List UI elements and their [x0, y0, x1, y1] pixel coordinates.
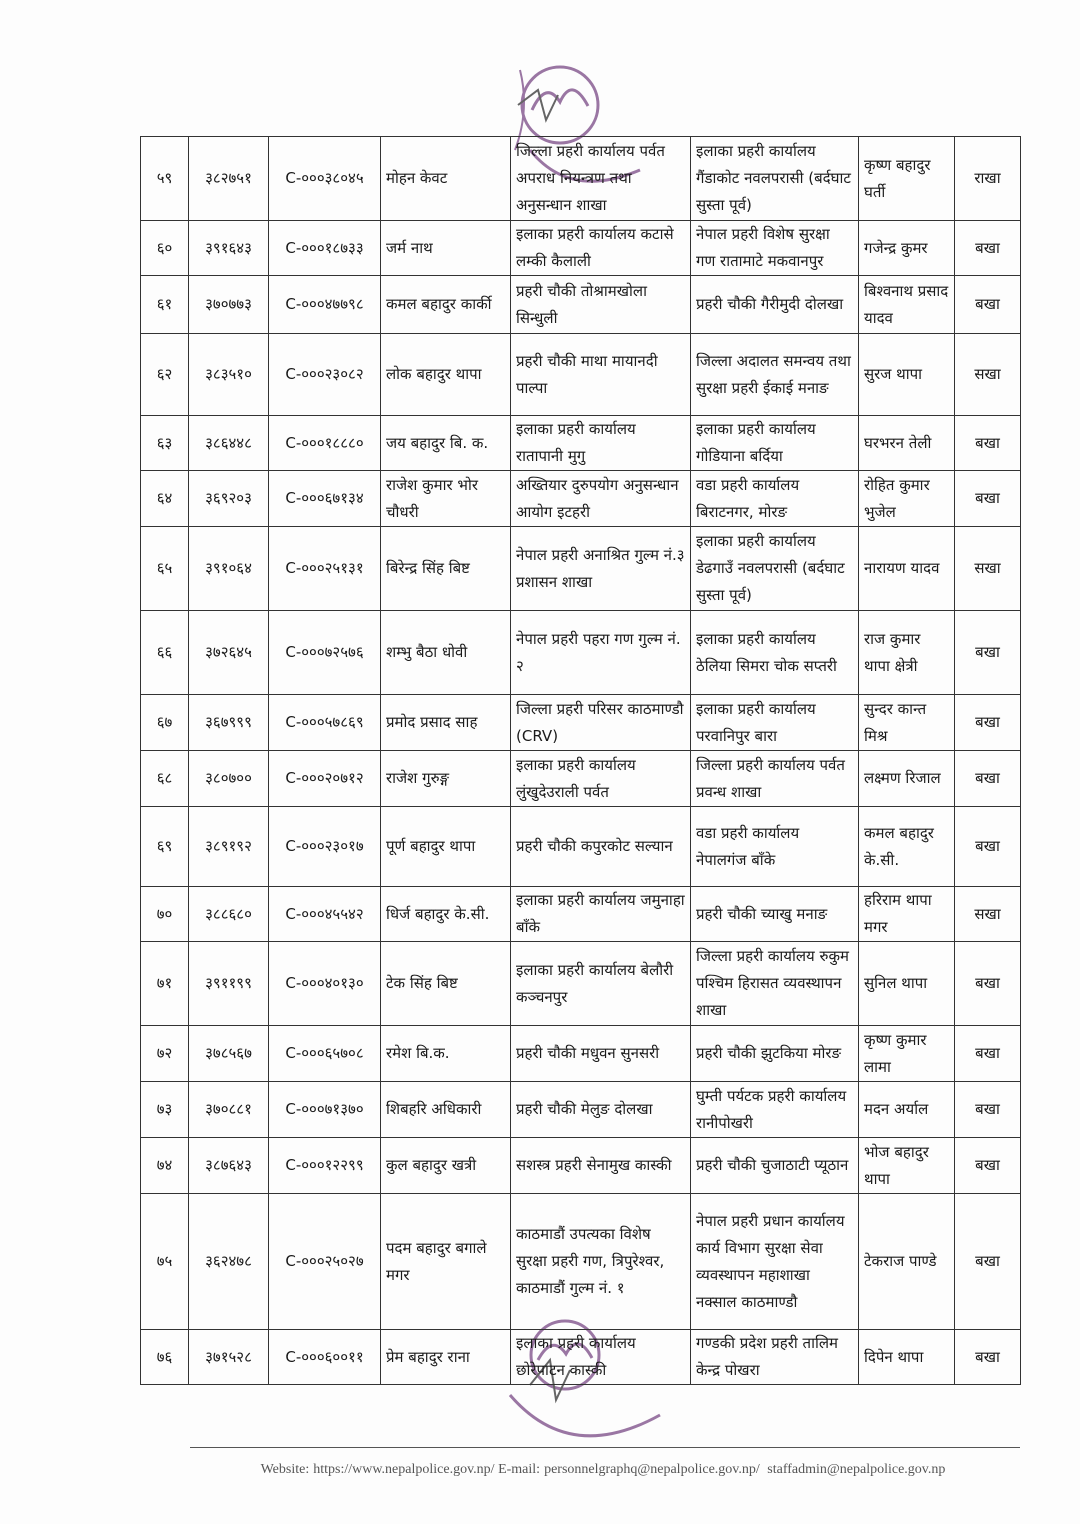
recommender-cell: दिपेन थापा [859, 1330, 955, 1385]
transfer-office-cell: इलाका प्रहरी कार्यालय गोडियाना बर्दिया [691, 416, 859, 471]
transfer-office-cell: इलाका प्रहरी कार्यालय डेढगाउँ नवलपरासी (बर्दघाट सुस्ता पूर्व) [691, 527, 859, 611]
serial-number-cell: ६३ [141, 416, 189, 471]
name-cell: रमेश बि.क. [381, 1026, 511, 1082]
transfer-office-cell: जिल्ला प्रहरी कार्यालय रुकुम पश्चिम हिरासत व्यवस्थापन शाखा [691, 942, 859, 1026]
website-label: Website: [260, 1462, 310, 1477]
transfer-office-cell: इलाका प्रहरी कार्यालय गैंडाकोट नवलपरासी (बर्दघाट सुस्ता पूर्व) [691, 137, 859, 221]
current-office-cell: सशस्त्र प्रहरी सेनामुख कास्की [511, 1138, 691, 1194]
current-office-cell: प्रहरी चौकी मधुवन सुनसरी [511, 1026, 691, 1082]
table-row [141, 1082, 1021, 1138]
transfer-office-cell: गण्डकी प्रदेश प्रहरी तालिम केन्द्र पोखरा [691, 1330, 859, 1385]
police-number-cell: ३६७९९९ [189, 695, 269, 751]
recommender-cell: कृष्ण बहादुर घर्ती [859, 137, 955, 221]
rank-cell: बखा [955, 416, 1021, 471]
code-number-cell: C-०००६५७०८ [269, 1026, 381, 1082]
name-cell: धिर्ज बहादुर के.सी. [381, 887, 511, 942]
table-row [141, 695, 1021, 751]
rank-cell: बखा [955, 276, 1021, 334]
personnel-table [140, 136, 1021, 1385]
police-number-cell: ३८३५१० [189, 334, 269, 416]
name-cell: टेक सिंह बिष्ट [381, 942, 511, 1026]
current-office-cell: नेपाल प्रहरी पहरा गण गुल्म नं. २ [511, 611, 691, 695]
police-number-cell: ३९११९९ [189, 942, 269, 1026]
serial-number-cell: ७२ [141, 1026, 189, 1082]
current-office-cell: प्रहरी चौकी माथा मायानदी पाल्पा [511, 334, 691, 416]
recommender-cell: हरिराम थापा मगर [859, 887, 955, 942]
current-office-cell: जिल्ला प्रहरी परिसर काठमाण्डौ (CRV) [511, 695, 691, 751]
email-address-2[interactable]: staffadmin@nepalpolice.gov.np [767, 1462, 946, 1477]
footer-divider [190, 1447, 1020, 1448]
serial-number-cell: ६७ [141, 695, 189, 751]
transfer-office-cell: इलाका प्रहरी कार्यालय परवानिपुर बारा [691, 695, 859, 751]
table-row [141, 276, 1021, 334]
current-office-cell: प्रहरी चौकी मेलुङ दोलखा [511, 1082, 691, 1138]
police-number-cell: ३६९२०३ [189, 471, 269, 527]
name-cell: शम्भु बैठा धोवी [381, 611, 511, 695]
table-row [141, 942, 1021, 1026]
rank-cell: सखा [955, 334, 1021, 416]
serial-number-cell: ६६ [141, 611, 189, 695]
table-row [141, 1026, 1021, 1082]
transfer-office-cell: नेपाल प्रहरी प्रधान कार्यालय कार्य विभाग सुरक्षा सेवा व्यवस्थापन महाशाखा नक्साल काठमाण्डौ [691, 1194, 859, 1330]
code-number-cell: C-०००५७८६९ [269, 695, 381, 751]
name-cell: प्रमोद प्रसाद साह [381, 695, 511, 751]
table-row [141, 527, 1021, 611]
table-row [141, 611, 1021, 695]
serial-number-cell: ७३ [141, 1082, 189, 1138]
rank-cell: बखा [955, 807, 1021, 887]
code-number-cell: C-०००६००११ [269, 1330, 381, 1385]
police-number-cell: ३८८६८० [189, 887, 269, 942]
recommender-cell: टेकराज पाण्डे [859, 1194, 955, 1330]
rank-cell: बखा [955, 942, 1021, 1026]
recommender-cell: मदन अर्याल [859, 1082, 955, 1138]
police-number-cell: ३७२६४५ [189, 611, 269, 695]
email-address-1[interactable]: personnelgraphq@nepalpolice.gov.np/ [544, 1462, 760, 1477]
rank-cell: बखा [955, 1082, 1021, 1138]
current-office-cell: जिल्ला प्रहरी कार्यालय पर्वत अपराध नियन्त्रण तथा अनुसन्धान शाखा [511, 137, 691, 221]
current-office-cell: अख्तियार दुरुपयोग अनुसन्धान आयोग इटहरी [511, 471, 691, 527]
code-number-cell: C-०००७२५७६ [269, 611, 381, 695]
code-number-cell: C-०००४०१३० [269, 942, 381, 1026]
serial-number-cell: ६९ [141, 807, 189, 887]
name-cell: जर्म नाथ [381, 221, 511, 276]
serial-number-cell: ७० [141, 887, 189, 942]
current-office-cell: इलाका प्रहरी कार्यालय रातापानी मुगु [511, 416, 691, 471]
code-number-cell: C-०००४५५४२ [269, 887, 381, 942]
rank-cell: बखा [955, 695, 1021, 751]
table-row [141, 887, 1021, 942]
serial-number-cell: ७५ [141, 1194, 189, 1330]
recommender-cell: गजेन्द्र कुमर [859, 221, 955, 276]
transfer-office-cell: इलाका प्रहरी कार्यालय ठेलिया सिमरा चोक सप्तरी [691, 611, 859, 695]
code-number-cell: C-०००६७१३४ [269, 471, 381, 527]
table-row [141, 807, 1021, 887]
serial-number-cell: ७६ [141, 1330, 189, 1385]
police-number-cell: ३७८५६७ [189, 1026, 269, 1082]
current-office-cell: नेपाल प्रहरी अनाश्रित गुल्म नं.३ प्रशासन शाखा [511, 527, 691, 611]
transfer-office-cell: नेपाल प्रहरी विशेष सुरक्षा गण रातामाटे मकवानपुर [691, 221, 859, 276]
name-cell: राजेश गुरुङ्ग [381, 751, 511, 807]
recommender-cell: सुन्दर कान्त मिश्र [859, 695, 955, 751]
name-cell: लोक बहादुर थापा [381, 334, 511, 416]
rank-cell: बखा [955, 221, 1021, 276]
name-cell: कमल बहादुर कार्की [381, 276, 511, 334]
name-cell: शिबहरि अधिकारी [381, 1082, 511, 1138]
police-number-cell: ३८२७५१ [189, 137, 269, 221]
recommender-cell: बिश्वनाथ प्रसाद यादव [859, 276, 955, 334]
name-cell: पदम बहादुर बगाले मगर [381, 1194, 511, 1330]
code-number-cell: C-०००१८७३३ [269, 221, 381, 276]
transfer-office-cell: जिल्ला अदालत समन्वय तथा सुरक्षा प्रहरी ईकाई मनाङ [691, 334, 859, 416]
transfer-office-cell: जिल्ला प्रहरी कार्यालय पर्वत प्रवन्ध शाखा [691, 751, 859, 807]
rank-cell: सखा [955, 527, 1021, 611]
recommender-cell: सुरज थापा [859, 334, 955, 416]
code-number-cell: C-०००३८०४५ [269, 137, 381, 221]
current-office-cell: इलाका प्रहरी कार्यालय कटासे लम्की कैलाली [511, 221, 691, 276]
recommender-cell: सुनिल थापा [859, 942, 955, 1026]
table-row [141, 221, 1021, 276]
current-office-cell: प्रहरी चौकी तोश्रामखोला सिन्धुली [511, 276, 691, 334]
rank-cell: बखा [955, 1026, 1021, 1082]
transfer-office-cell: वडा प्रहरी कार्यालय नेपालगंज बाँके [691, 807, 859, 887]
serial-number-cell: ६५ [141, 527, 189, 611]
name-cell: राजेश कुमार भोर चौधरी [381, 471, 511, 527]
name-cell: पूर्ण बहादुर थापा [381, 807, 511, 887]
recommender-cell: भोज बहादुर थापा [859, 1138, 955, 1194]
police-number-cell: ३९१०६४ [189, 527, 269, 611]
table-row [141, 416, 1021, 471]
serial-number-cell: ६१ [141, 276, 189, 334]
rank-cell: बखा [955, 1194, 1021, 1330]
name-cell: मोहन केवट [381, 137, 511, 221]
code-number-cell: C-०००२३०८२ [269, 334, 381, 416]
name-cell: बिरेन्द्र सिंह बिष्ट [381, 527, 511, 611]
footer-contact [190, 1462, 1020, 1478]
recommender-cell: कमल बहादुर के.सी. [859, 807, 955, 887]
table-row [141, 137, 1021, 221]
serial-number-cell: ७१ [141, 942, 189, 1026]
name-cell: कुल बहादुर खत्री [381, 1138, 511, 1194]
serial-number-cell: ६० [141, 221, 189, 276]
table-row [141, 1330, 1021, 1385]
name-cell: प्रेम बहादुर राना [381, 1330, 511, 1385]
name-cell: जय बहादुर बि. क. [381, 416, 511, 471]
police-number-cell: ३७०८८१ [189, 1082, 269, 1138]
serial-number-cell: ६२ [141, 334, 189, 416]
police-number-cell: ३८९१९२ [189, 807, 269, 887]
transfer-office-cell: प्रहरी चौकी गैरीमुदी दोलखा [691, 276, 859, 334]
code-number-cell: C-०००२५०२७ [269, 1194, 381, 1330]
rank-cell: राखा [955, 137, 1021, 221]
rank-cell: बखा [955, 471, 1021, 527]
code-number-cell: C-०००२५१३१ [269, 527, 381, 611]
transfer-office-cell: घुम्ती पर्यटक प्रहरी कार्यालय रानीपोखरी [691, 1082, 859, 1138]
current-office-cell: काठमाडौं उपत्यका विशेष सुरक्षा प्रहरी गण, त्रिपुरेश्वर, काठमाडौं गुल्म नं. १ [511, 1194, 691, 1330]
rank-cell: बखा [955, 1330, 1021, 1385]
code-number-cell: C-०००२३०१७ [269, 807, 381, 887]
table-row [141, 334, 1021, 416]
recommender-cell: नारायण यादव [859, 527, 955, 611]
table-row [141, 1138, 1021, 1194]
rank-cell: सखा [955, 887, 1021, 942]
rank-cell: बखा [955, 611, 1021, 695]
serial-number-cell: ५९ [141, 137, 189, 221]
serial-number-cell: ६८ [141, 751, 189, 807]
police-number-cell: ३७१५२८ [189, 1330, 269, 1385]
police-number-cell: ३८७६४३ [189, 1138, 269, 1194]
transfer-office-cell: प्रहरी चौकी झुटकिया मोरङ [691, 1026, 859, 1082]
website-link[interactable]: https://www.nepalpolice.gov.np/ [313, 1462, 495, 1477]
current-office-cell: इलाका प्रहरी कार्यालय छोरेपाटन कास्की [511, 1330, 691, 1385]
current-office-cell: इलाका प्रहरी कार्यालय जमुनाहा बाँके [511, 887, 691, 942]
police-number-cell: ३८०७०० [189, 751, 269, 807]
recommender-cell: कृष्ण कुमार लामा [859, 1026, 955, 1082]
code-number-cell: C-०००७१३७० [269, 1082, 381, 1138]
table-row [141, 751, 1021, 807]
email-label: E-mail: [498, 1462, 541, 1477]
police-number-cell: ३९१६४३ [189, 221, 269, 276]
recommender-cell: लक्ष्मण रिजाल [859, 751, 955, 807]
code-number-cell: C-०००१८८८० [269, 416, 381, 471]
code-number-cell: C-०००१२२९९ [269, 1138, 381, 1194]
serial-number-cell: ६४ [141, 471, 189, 527]
code-number-cell: C-०००२०७१२ [269, 751, 381, 807]
police-number-cell: ३६२४७८ [189, 1194, 269, 1330]
transfer-office-cell: वडा प्रहरी कार्यालय बिराटनगर, मोरङ [691, 471, 859, 527]
code-number-cell: C-०००४७७९८ [269, 276, 381, 334]
table-row [141, 1194, 1021, 1330]
rank-cell: बखा [955, 1138, 1021, 1194]
recommender-cell: राज कुमार थापा क्षेत्री [859, 611, 955, 695]
current-office-cell: इलाका प्रहरी कार्यालय लुंखुदेउराली पर्वत [511, 751, 691, 807]
table-row [141, 471, 1021, 527]
transfer-office-cell: प्रहरी चौकी चुजाठाटी प्यूठान [691, 1138, 859, 1194]
current-office-cell: इलाका प्रहरी कार्यालय बेलौरी कञ्चनपुर [511, 942, 691, 1026]
serial-number-cell: ७४ [141, 1138, 189, 1194]
recommender-cell: रोहित कुमार भुजेल [859, 471, 955, 527]
police-number-cell: ३८६४४८ [189, 416, 269, 471]
rank-cell: बखा [955, 751, 1021, 807]
recommender-cell: घरभरन तेली [859, 416, 955, 471]
transfer-office-cell: प्रहरी चौकी च्याखु मनाङ [691, 887, 859, 942]
police-number-cell: ३७०७७३ [189, 276, 269, 334]
current-office-cell: प्रहरी चौकी कपुरकोट सल्यान [511, 807, 691, 887]
